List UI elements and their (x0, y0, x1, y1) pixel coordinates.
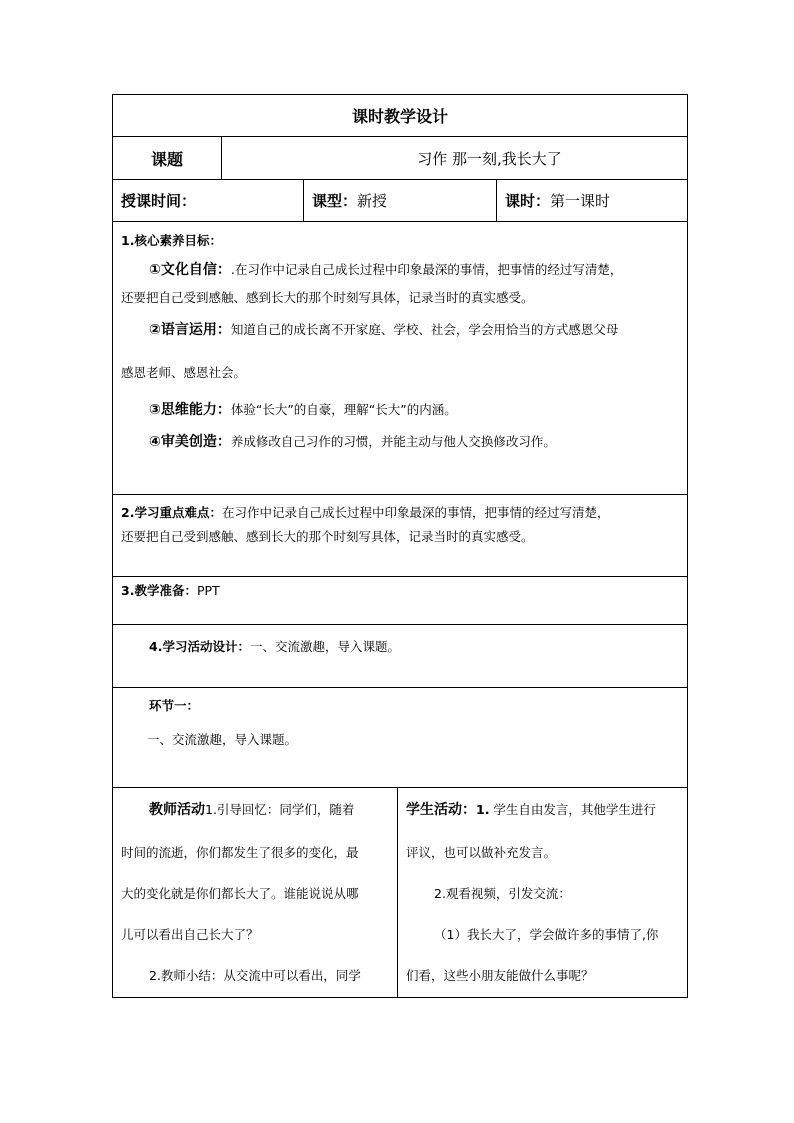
student-line1 (406, 800, 679, 820)
type-value: 新授 (357, 192, 388, 210)
goal-aesthetic-label: ④审美创造： (149, 434, 231, 450)
key-points-line1 (121, 503, 679, 523)
period-cell (497, 180, 687, 221)
goal-language-cont: 感恩老师、感恩社会。 (121, 365, 247, 380)
student-line3: 2.观看视频，引发交流： (434, 886, 571, 901)
topic-value: 习作 那一刻,我长大了 (417, 149, 562, 168)
goal-thinking-text: 体验“长大”的自豪，理解“长大”的内涵。 (230, 402, 457, 417)
goal-language-label: ②语言运用： (149, 322, 231, 338)
prep-label: 3.教学准备： (121, 583, 197, 598)
meta-row (112, 180, 688, 222)
teacher-line5: 2.教师小结：从交流中可以看出，同学 (149, 968, 361, 983)
key-points-section (112, 495, 688, 577)
prep-value: PPT (196, 583, 220, 598)
lesson-plan-table (112, 94, 688, 998)
stage-section (112, 688, 688, 788)
student-line2: 评议，也可以做补充发言。 (406, 845, 557, 860)
goal-culture-text: .在习作中记录自己成长过程中印象最深的事情，把事情的经过写清楚， (230, 262, 623, 277)
stage-label: 环节一： (149, 698, 200, 713)
teacher-line2: 时间的流逝，你们都发生了很多的变化，最 (121, 845, 359, 860)
student-text1: 学生自由发言，其他学生进行 (489, 802, 656, 817)
activities-section (112, 788, 688, 998)
type-cell (304, 180, 497, 221)
prep-line (121, 581, 679, 601)
student-label: 学生活动： (406, 802, 476, 818)
goal-language (149, 320, 679, 340)
type-label: 课型： (312, 192, 358, 210)
time-label: 授课时间： (121, 192, 197, 210)
goal-aesthetic-text: 养成修改自己习作的习惯，并能主动与他人交换修改习作。 (230, 434, 556, 449)
teacher-line3: 大的变化就是你们都长大了。谁能说说从哪 (121, 886, 359, 901)
period-label: 课时： (505, 192, 551, 210)
teacher-line1 (149, 800, 389, 820)
activity-design-line (149, 637, 679, 657)
student-line4: （1）我长大了，学会做许多的事情了,你 (434, 927, 659, 942)
student-activity-cell (398, 788, 687, 997)
stage-text: 一、交流激趣，导入课题。 (147, 732, 298, 747)
key-points-line2: 还要把自己受到感触、感到长大的那个时刻写具体，记录当时的真实感受。 (121, 529, 534, 544)
key-points-text: 在习作中记录自己成长过程中印象最深的事情，把事情的经过写清楚， (221, 505, 610, 520)
goal-culture-cont: 还要把自己受到感触、感到长大的那个时刻写具体，记录当时的真实感受。 (121, 290, 534, 305)
topic-row (112, 137, 688, 180)
key-points-label: 2.学习重点难点： (121, 505, 222, 520)
goal-thinking (149, 400, 679, 420)
table-title: 课时教学设计 (351, 107, 448, 126)
goals-heading: 1.核心素养目标： (121, 233, 222, 248)
goal-aesthetic (149, 432, 679, 452)
student-line5: 们看，这些小朋友能做什么事呢？ (406, 968, 594, 983)
activity-design-label: 4.学习活动设计： (149, 639, 250, 654)
time-cell (113, 180, 304, 221)
student-num: 1. (476, 802, 490, 817)
teacher-activity-cell (113, 788, 398, 997)
goal-culture (149, 260, 679, 280)
goal-language-text: 知道自己的成长离不开家庭、学校、社会，学会用恰当的方式感恩父母 (230, 322, 619, 337)
table-title-row (112, 94, 688, 137)
goal-thinking-label: ③思维能力： (149, 402, 231, 418)
teacher-text1: 1.引导回忆：同学们，随着 (205, 802, 355, 817)
goals-section (112, 222, 688, 495)
prep-section (112, 577, 688, 625)
period-value: 第一课时 (550, 192, 611, 210)
teacher-label: 教师活动 (149, 802, 205, 818)
goal-culture-label: ①文化自信： (149, 262, 231, 278)
activity-design-section (112, 625, 688, 688)
topic-label: 课题 (113, 137, 222, 179)
activity-design-value: 一、交流激趣，导入课题。 (249, 639, 400, 654)
teacher-line4: 儿可以看出自己长大了？ (121, 927, 259, 942)
